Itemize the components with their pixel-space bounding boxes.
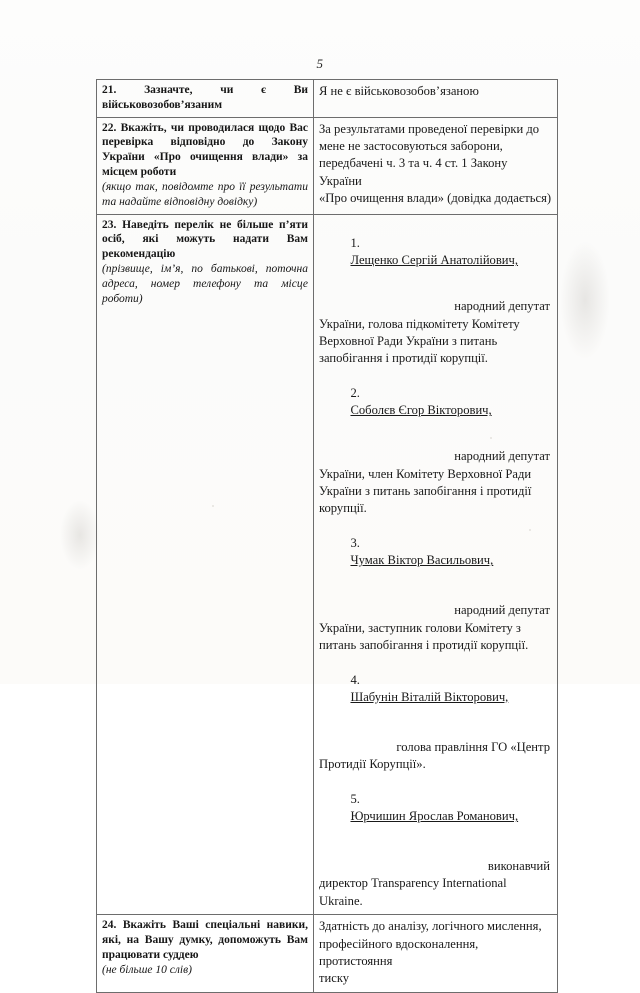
spacer xyxy=(319,437,552,448)
reference-index: 1. xyxy=(350,236,360,250)
question-cell-22 xyxy=(97,117,314,214)
question-text-21: 21. Зазначте, чи є Ви військовозобов’язаним xyxy=(102,84,308,111)
answer-cell-21 xyxy=(314,80,558,118)
question-text-24: 24. Вкажіть Ваші спеціальні навики, які, на Вашу думку, допоможуть Вам працювати суддею xyxy=(102,919,308,961)
spacer xyxy=(319,287,552,298)
question-text-22: 22. Вкажіть, чи проводилася щодо Вас перевірка відповідно до Закону України «Про очищення влади» за місцем роботи xyxy=(102,121,308,179)
reference-name: Соболєв Єгор Вікторович, xyxy=(350,403,492,418)
reference-role-line: України, голова підкомітету Комітету xyxy=(319,316,520,331)
table-row xyxy=(97,214,558,915)
question-cell-24 xyxy=(97,915,314,993)
reference-role-line: Верховної Ради України з питань xyxy=(319,333,498,348)
reference-role-line: України з питань запобігання і протидії xyxy=(319,483,532,498)
table-row xyxy=(97,117,558,214)
reference-role-line: України, заступник голови Комітету з xyxy=(319,620,521,635)
reference-role-line: питань запобігання і протидії корупції. xyxy=(319,637,529,652)
reference-role-right: голова правління ГО «Центр xyxy=(396,739,550,754)
question-hint-22: (якщо так, повідомте про її результати та надайте відповідну довідку) xyxy=(102,180,308,208)
reference-index: 5. xyxy=(350,791,360,806)
answer-cell-24 xyxy=(314,915,558,993)
question-hint-23: (прізвище, ім’я, по батькові, поточна адреса, номер телефону та місце роботи) xyxy=(102,263,308,305)
answer-line: тиску xyxy=(319,971,350,986)
table-row xyxy=(97,915,558,993)
reference-name: Лещенко Сергій Анатолійович, xyxy=(350,253,519,268)
reference-entry xyxy=(319,654,552,724)
questionnaire-table xyxy=(96,79,558,993)
reference-role-right: народний депутат xyxy=(454,603,550,618)
table-row xyxy=(97,80,558,118)
answer-line: «Про очищення влади» (довідка додається) xyxy=(319,191,552,206)
reference-role-line: Протидії Корупції». xyxy=(319,757,426,772)
question-hint-24: (не більше 10 слів) xyxy=(102,963,192,976)
spacer xyxy=(319,587,552,602)
reference-name: Юрчишин Ярослав Романович, xyxy=(350,809,519,824)
reference-index: 2. xyxy=(350,386,360,400)
answer-line: професійного вдосконалення, протистояння xyxy=(319,936,482,968)
spacer xyxy=(319,843,552,858)
reference-role-right: виконавчий xyxy=(487,859,550,873)
answer-line: За результатами проведеної перевірки до xyxy=(319,121,540,136)
reference-entry xyxy=(319,368,552,438)
answer-line: Здатність до аналізу, логічного мислення, xyxy=(319,919,542,934)
reference-role-line: України, член Комітету Верховної Ради xyxy=(319,466,532,481)
scan-smudge xyxy=(60,500,100,570)
answer-line: Я не є військовозобов’язаною xyxy=(319,84,479,98)
reference-entry xyxy=(319,774,552,844)
reference-index: 4. xyxy=(350,672,360,687)
reference-name: Шабунін Віталій Вікторович, xyxy=(350,690,509,704)
reference-entry xyxy=(319,218,552,288)
page-number: 5 xyxy=(316,56,324,71)
reference-role-right: народний депутат xyxy=(454,299,550,314)
question-text-23: 23. Наведіть перелік не більше п’яти осіб, які можуть надати Вам рекомендацію xyxy=(102,218,308,261)
answer-line: передбачені ч. 3 та ч. 4 ст. 1 Закону України xyxy=(319,156,511,188)
answer-line: мене не застосовуються заборони, xyxy=(319,139,503,154)
question-cell-21 xyxy=(97,80,314,118)
answer-cell-22 xyxy=(314,117,558,214)
reference-role-line: запобігання і протидії корупції. xyxy=(319,351,488,366)
scan-smudge xyxy=(560,240,610,360)
reference-name: Чумак Віктор Васильович, xyxy=(350,553,494,568)
answer-cell-23 xyxy=(314,214,558,915)
reference-index: 3. xyxy=(350,536,360,550)
reference-entry xyxy=(319,518,552,588)
question-cell-23 xyxy=(97,214,314,915)
spacer xyxy=(319,724,552,739)
reference-role-right: народний депутат xyxy=(454,449,550,464)
reference-role-line: корупції. xyxy=(319,501,367,516)
reference-role-line: директор Transparency International Ukraine. xyxy=(319,876,510,908)
